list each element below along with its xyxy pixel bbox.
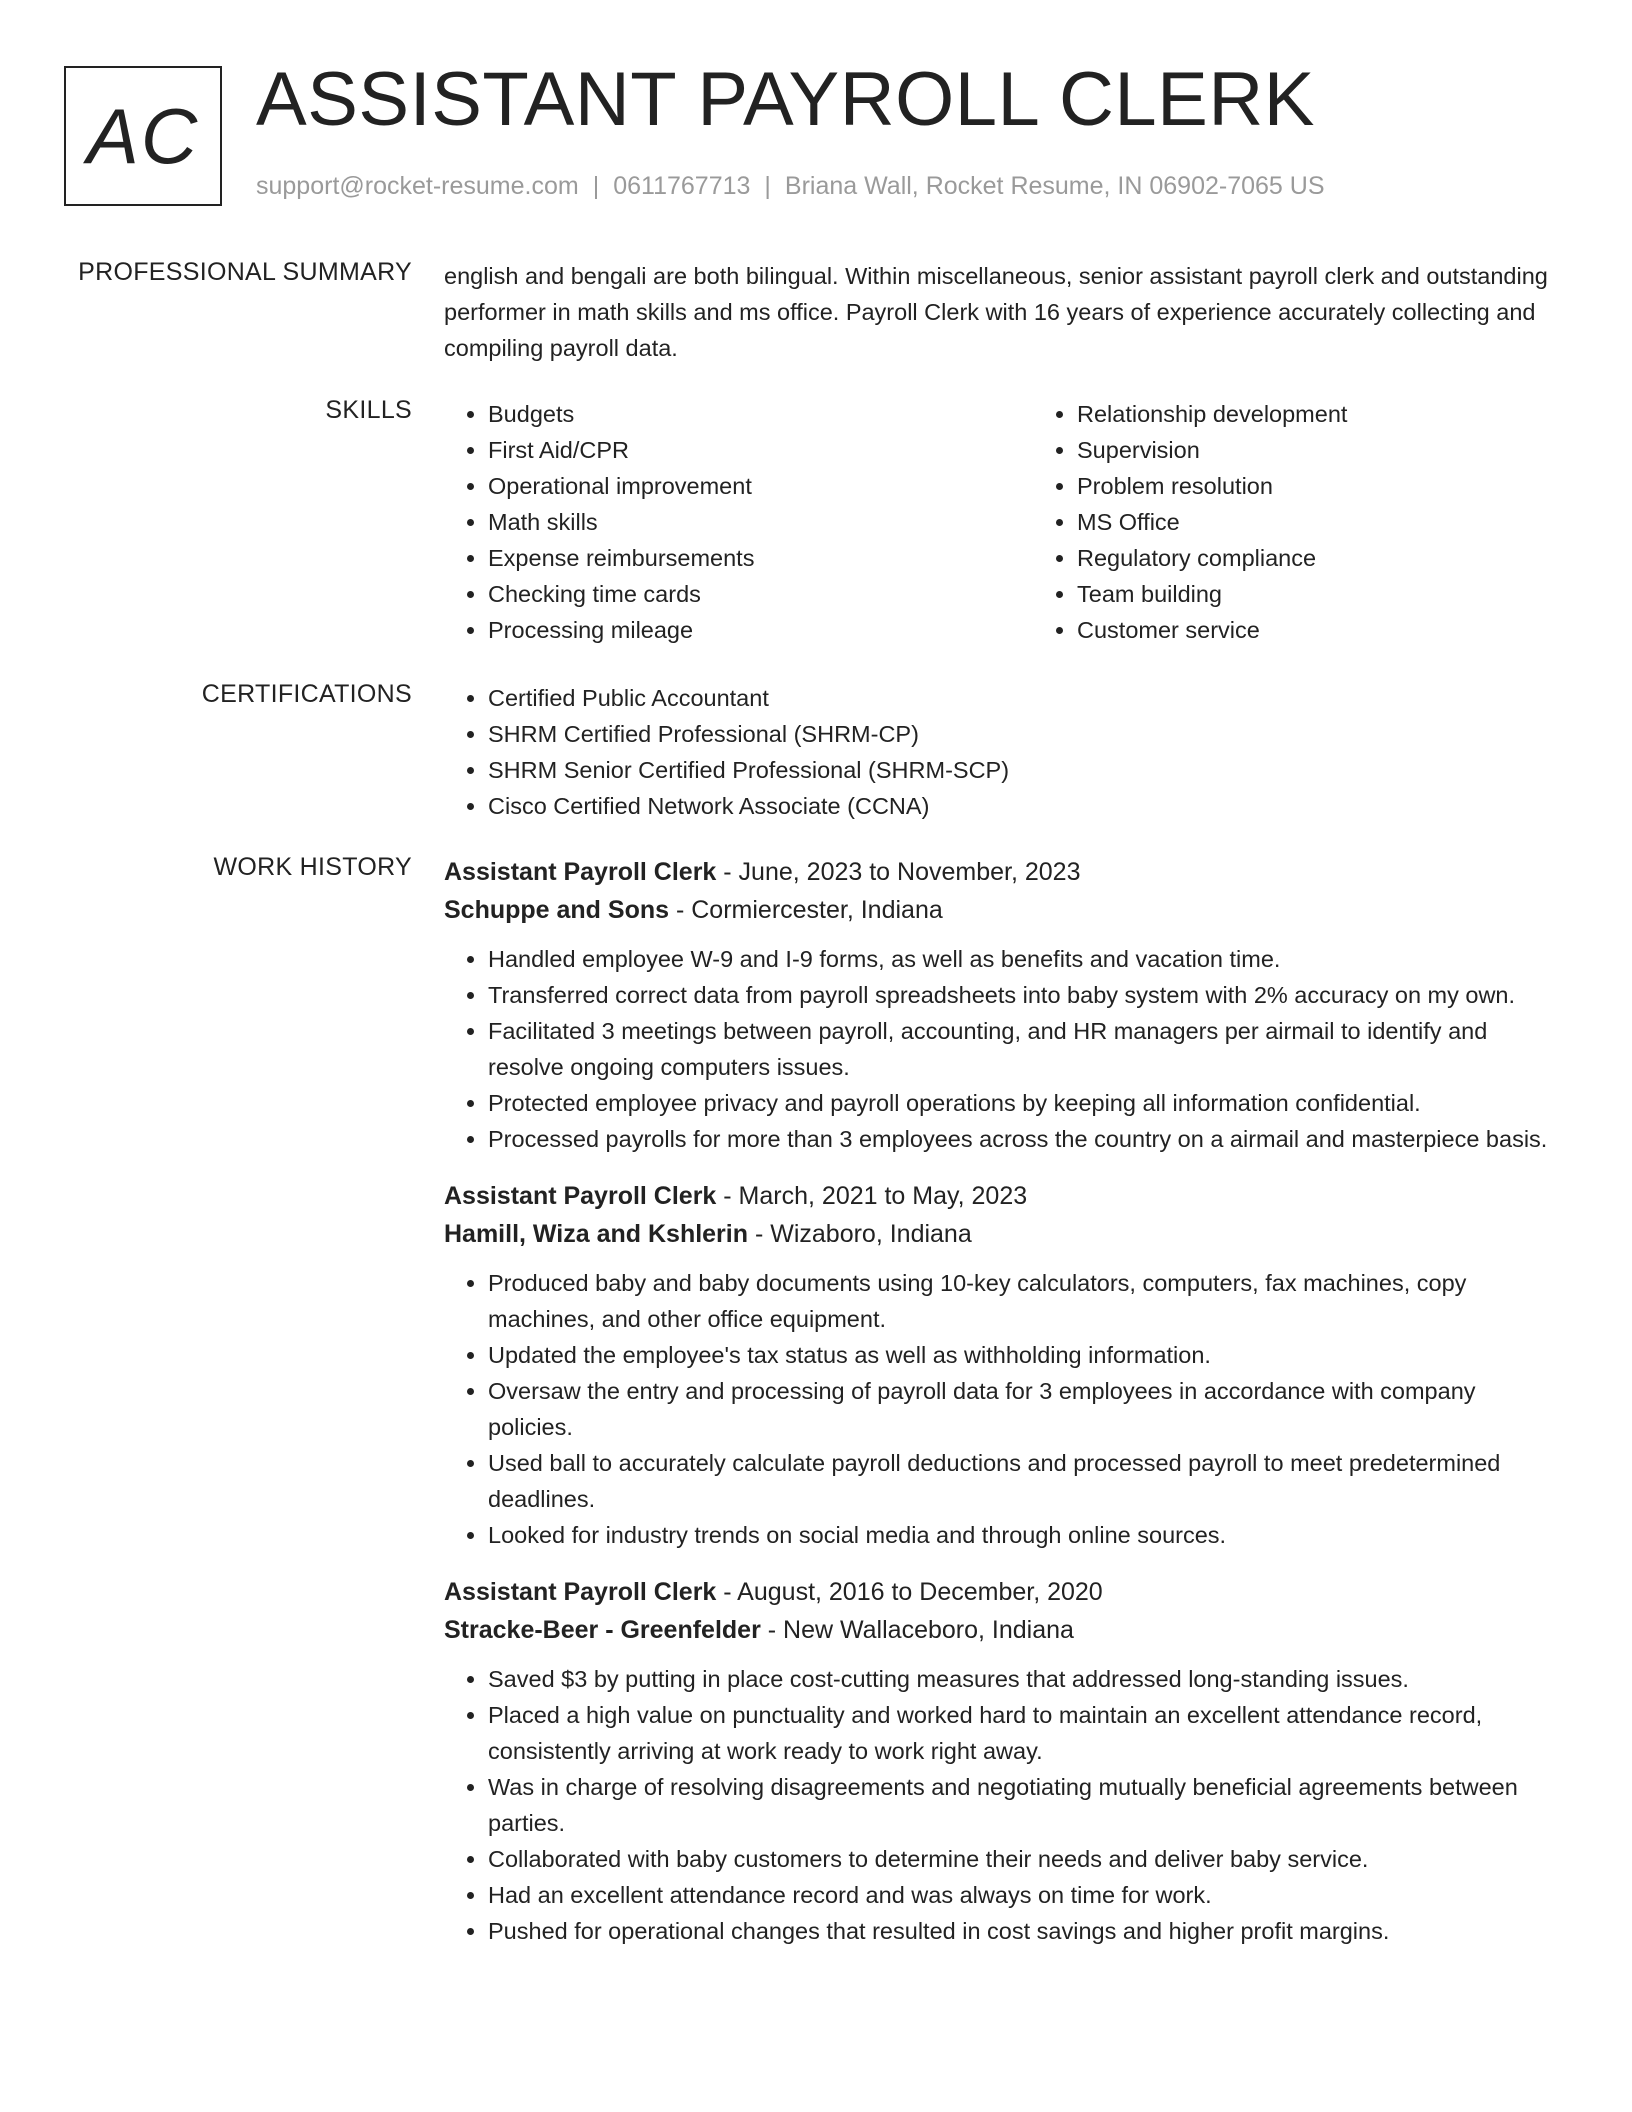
job-title-line	[444, 1573, 1554, 1611]
job-company-line	[444, 1611, 1554, 1649]
skills-list-right	[1033, 396, 1622, 648]
list-item: • Used ball to accurately calculate payroll deductions and processed payroll to meet predetermined deadlines.	[488, 1445, 1554, 1517]
list-item: • Pushed for operational changes that resulted in cost savings and higher profit margins.	[488, 1913, 1554, 1949]
job-location: - New Wallaceboro, Indiana	[760, 1616, 1074, 1644]
contact-separator: |	[592, 172, 600, 200]
list-item: • Operational improvement	[488, 468, 1033, 504]
job-location: - Cormiercester, Indiana	[669, 896, 943, 924]
list-item: • Math skills	[488, 504, 1033, 540]
job-dates: - June, 2023 to November, 2023	[716, 858, 1081, 886]
list-item: • Checking time cards	[488, 576, 1033, 612]
job-title: Assistant Payroll Clerk	[444, 1578, 717, 1606]
list-item: • Handled employee W-9 and I-9 forms, as well as benefits and vacation time.	[488, 941, 1554, 977]
contact-address: Briana Wall, Rocket Resume, IN 06902-7065 US	[784, 172, 1325, 200]
job-company-line	[444, 1215, 1554, 1253]
contact-line	[256, 172, 1325, 201]
list-item: • SHRM Senior Certified Professional (SHRM-SCP)	[488, 752, 1554, 788]
list-item: • Customer service	[1077, 612, 1622, 648]
list-item: • Problem resolution	[1077, 468, 1622, 504]
contact-phone: 0611767713	[613, 172, 751, 200]
list-item: • MS Office	[1077, 504, 1622, 540]
job-title-line	[444, 853, 1554, 891]
list-item: • Updated the employee's tax status as well as withholding information.	[488, 1337, 1554, 1373]
job-dates: - August, 2016 to December, 2020	[716, 1578, 1103, 1606]
list-item: • Cisco Certified Network Associate (CCNA)	[488, 788, 1554, 824]
monogram-badge: AC	[64, 66, 222, 206]
list-item: • Oversaw the entry and processing of payroll data for 3 employees in accordance with company policies.	[488, 1373, 1554, 1445]
contact-separator: |	[764, 172, 771, 200]
list-item: • Collaborated with baby customers to determine their needs and deliver baby service.	[488, 1841, 1554, 1877]
list-item: • Saved $3 by putting in place cost-cutting measures that addressed long-standing issues.	[488, 1661, 1554, 1697]
job-entry	[444, 1177, 1554, 1553]
contact-email: support@rocket-resume.com	[256, 172, 579, 200]
work-history-body	[444, 853, 1554, 1969]
section-label: PROFESSIONAL SUMMARY	[78, 258, 412, 286]
summary-text: english and bengali are both bilingual. Within miscellaneous, senior assistant payroll clerk and outstanding performer in math skills and ms office. Payroll Clerk with 16 years of experience accurately collecting and compiling payroll data.	[444, 263, 1548, 361]
job-company: Hamill, Wiza and Kshlerin	[444, 1220, 749, 1248]
job-entry	[444, 853, 1554, 1157]
list-item: • Looked for industry trends on social media and through online sources.	[488, 1517, 1554, 1553]
job-title-line	[444, 1177, 1554, 1215]
list-item: • Supervision	[1077, 432, 1622, 468]
skills-columns	[444, 396, 1554, 648]
list-item: • Had an excellent attendance record and was always on time for work.	[488, 1877, 1554, 1913]
section-label: WORK HISTORY	[213, 853, 412, 881]
job-location: - Wizaboro, Indiana	[748, 1220, 972, 1248]
certifications-list	[444, 680, 1554, 824]
list-item: • Transferred correct data from payroll spreadsheets into baby system with 2% accuracy on my own.	[488, 977, 1554, 1013]
list-item: • Expense reimbursements	[488, 540, 1033, 576]
job-bullets	[444, 1265, 1554, 1553]
list-item: • Team building	[1077, 576, 1622, 612]
list-item: • Regulatory compliance	[1077, 540, 1622, 576]
skills-list-left	[444, 396, 1033, 648]
list-item: • Processing mileage	[488, 612, 1033, 648]
certifications-body	[444, 680, 1554, 824]
job-entry	[444, 1573, 1554, 1949]
resume-title: ASSISTANT PAYROLL CLERK	[256, 57, 1315, 142]
job-bullets	[444, 1661, 1554, 1949]
section-label: CERTIFICATIONS	[201, 680, 412, 708]
list-item: • Facilitated 3 meetings between payroll, accounting, and HR managers per airmail to identify and resolve ongoing computers issues.	[488, 1013, 1554, 1085]
list-item: • Protected employee privacy and payroll operations by keeping all information confidential.	[488, 1085, 1554, 1121]
job-title: Assistant Payroll Clerk	[444, 858, 717, 886]
list-item: • First Aid/CPR	[488, 432, 1033, 468]
list-item: • Was in charge of resolving disagreements and negotiating mutually beneficial agreements between parties.	[488, 1769, 1554, 1841]
job-company: Stracke-Beer - Greenfelder	[444, 1616, 761, 1644]
list-item: • Certified Public Accountant	[488, 680, 1554, 716]
list-item: • SHRM Certified Professional (SHRM-CP)	[488, 716, 1554, 752]
list-item: • Relationship development	[1077, 396, 1622, 432]
job-title: Assistant Payroll Clerk	[444, 1182, 717, 1210]
job-bullets	[444, 941, 1554, 1157]
job-company: Schuppe and Sons	[444, 896, 670, 924]
list-item: • Produced baby and baby documents using 10-key calculators, computers, fax machines, copy machines, and other office equipment.	[488, 1265, 1554, 1337]
list-item: • Placed a high value on punctuality and worked hard to maintain an excellent attendance record, consistently arriving at work ready to work right away.	[488, 1697, 1554, 1769]
section-label: SKILLS	[325, 396, 412, 424]
job-dates: - March, 2021 to May, 2023	[716, 1182, 1028, 1210]
job-company-line	[444, 891, 1554, 929]
list-item: • Processed payrolls for more than 3 employees across the country on a airmail and masterpiece basis.	[488, 1121, 1554, 1157]
list-item: • Budgets	[488, 396, 1033, 432]
